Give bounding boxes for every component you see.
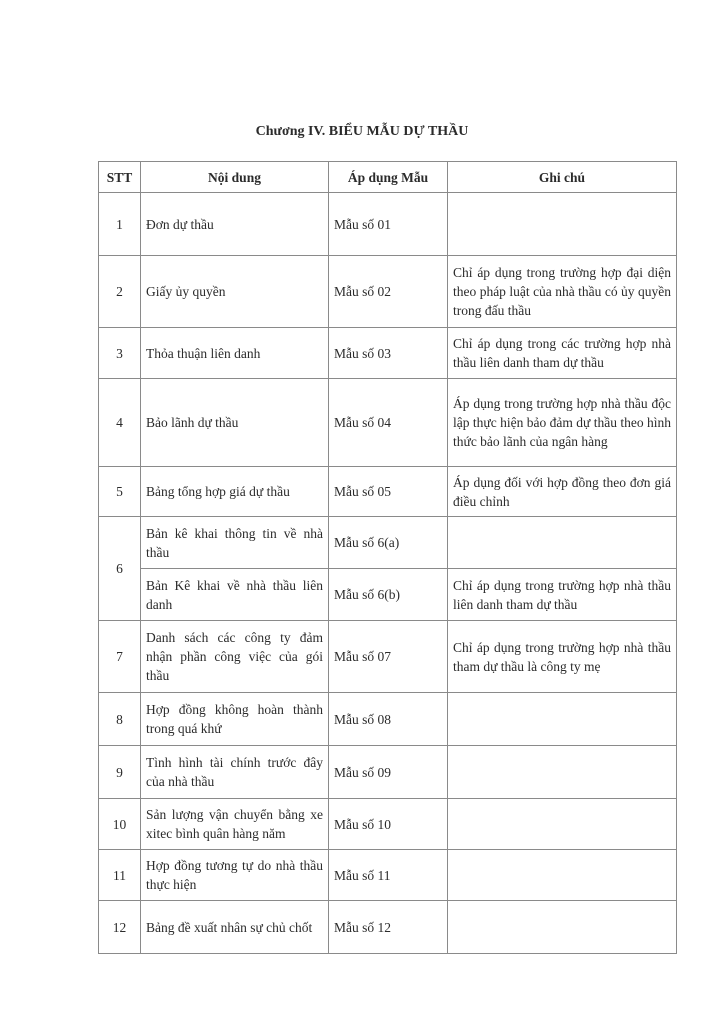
row-note <box>448 799 677 850</box>
bidding-forms-table <box>98 161 677 954</box>
table-row <box>99 799 677 850</box>
row-note <box>448 693 677 746</box>
row-content: Bảng tổng hợp giá dự thầu <box>141 467 329 517</box>
row-form: Mẫu số 02 <box>329 256 448 328</box>
row-content: Đơn dự thầu <box>141 193 329 256</box>
row-note <box>448 901 677 954</box>
table-row <box>99 569 677 621</box>
row-form: Mẫu số 6(b) <box>329 569 448 621</box>
row-content: Bảo lãnh dự thầu <box>141 379 329 467</box>
row-note: Áp dụng trong trường hợp nhà thầu độc lập thực hiện bảo đảm dự thầu theo hình thức bảo lãnh của ngân hàng <box>448 379 677 467</box>
row-note <box>448 193 677 256</box>
row-stt: 12 <box>99 901 141 954</box>
row-note: Chỉ áp dụng trong trường hợp nhà thầu tham dự thầu là công ty mẹ <box>448 621 677 693</box>
table-row <box>99 693 677 746</box>
row-form: Mẫu số 01 <box>329 193 448 256</box>
row-form: Mẫu số 10 <box>329 799 448 850</box>
row-form: Mẫu số 03 <box>329 328 448 379</box>
row-note <box>448 517 677 569</box>
row-stt: 8 <box>99 693 141 746</box>
row-stt: 7 <box>99 621 141 693</box>
row-content: Thỏa thuận liên danh <box>141 328 329 379</box>
row-note <box>448 850 677 901</box>
row-stt: 1 <box>99 193 141 256</box>
row-stt: 11 <box>99 850 141 901</box>
header-content: Nội dung <box>141 162 329 193</box>
row-content: Hợp đồng tương tự do nhà thầu thực hiện <box>141 850 329 901</box>
table-row <box>99 379 677 467</box>
row-form: Mẫu số 11 <box>329 850 448 901</box>
table-row <box>99 901 677 954</box>
header-stt: STT <box>99 162 141 193</box>
row-stt: 4 <box>99 379 141 467</box>
row-note: Chỉ áp dụng trong trường hợp đại diện theo pháp luật của nhà thầu có ủy quyền trong đấu thầu <box>448 256 677 328</box>
table-row <box>99 193 677 256</box>
row-content: Bản Kê khai về nhà thầu liên danh <box>141 569 329 621</box>
row-content: Bản kê khai thông tin về nhà thầu <box>141 517 329 569</box>
table-row <box>99 328 677 379</box>
row-stt: 5 <box>99 467 141 517</box>
row-stt: 2 <box>99 256 141 328</box>
table-row <box>99 746 677 799</box>
table-row <box>99 621 677 693</box>
table-row <box>99 517 677 569</box>
row-form: Mẫu số 08 <box>329 693 448 746</box>
row-form: Mẫu số 09 <box>329 746 448 799</box>
row-content: Sản lượng vận chuyển bằng xe xitec bình quân hàng năm <box>141 799 329 850</box>
header-form: Áp dụng Mẫu <box>329 162 448 193</box>
row-content: Bảng đề xuất nhân sự chủ chốt <box>141 901 329 954</box>
row-content: Giấy ủy quyền <box>141 256 329 328</box>
table-header-row <box>99 162 677 193</box>
row-form: Mẫu số 07 <box>329 621 448 693</box>
row-note: Chỉ áp dụng trong các trường hợp nhà thầu liên danh tham dự thầu <box>448 328 677 379</box>
row-stt: 9 <box>99 746 141 799</box>
row-stt: 3 <box>99 328 141 379</box>
row-note <box>448 746 677 799</box>
table-row <box>99 256 677 328</box>
header-note: Ghi chú <box>448 162 677 193</box>
row-content: Danh sách các công ty đảm nhận phần công việc của gói thầu <box>141 621 329 693</box>
table-row <box>99 467 677 517</box>
row-note: Chỉ áp dụng trong trường hợp nhà thầu liên danh tham dự thầu <box>448 569 677 621</box>
row-form: Mẫu số 05 <box>329 467 448 517</box>
row-stt: 6 <box>99 517 141 621</box>
row-content: Tình hình tài chính trước đây của nhà thầu <box>141 746 329 799</box>
row-note: Áp dụng đối với hợp đồng theo đơn giá điều chỉnh <box>448 467 677 517</box>
row-content: Hợp đồng không hoàn thành trong quá khứ <box>141 693 329 746</box>
row-form: Mẫu số 04 <box>329 379 448 467</box>
row-form: Mẫu số 6(a) <box>329 517 448 569</box>
page-title: Chương IV. BIỂU MẪU DỰ THẦU <box>255 124 469 139</box>
row-stt: 10 <box>99 799 141 850</box>
table-row <box>99 850 677 901</box>
row-form: Mẫu số 12 <box>329 901 448 954</box>
